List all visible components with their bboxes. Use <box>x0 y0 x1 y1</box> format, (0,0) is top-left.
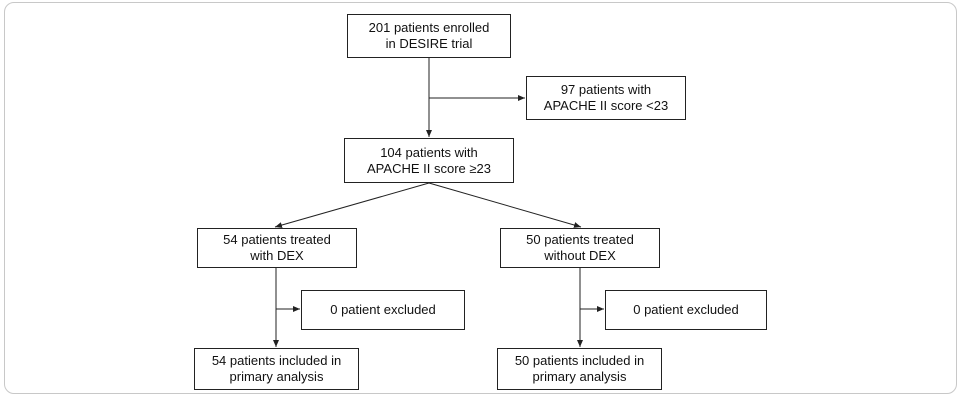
apache-high-line2: APACHE II score ≥23 <box>367 160 491 176</box>
excluded-nodex-line1: 0 patient excluded <box>633 302 739 317</box>
enrolled-box <box>347 14 511 58</box>
included-nodex-box <box>497 348 662 390</box>
without-dex-box <box>500 228 660 268</box>
without-dex-line1: 50 patients treated <box>526 232 634 247</box>
excluded-apache-box <box>526 76 686 120</box>
included-nodex-line1: 50 patients included in <box>514 353 645 368</box>
enrolled-line2: in DESIRE trial <box>385 36 473 51</box>
enrolled-line1: 201 patients enrolled <box>368 20 490 35</box>
included-dex-line2: primary analysis <box>229 369 324 384</box>
excluded-nodex-box <box>605 290 767 330</box>
arrow-to-with-dex <box>275 183 429 227</box>
excluded-dex-line1: 0 patient excluded <box>330 302 436 317</box>
arrow-to-without-dex <box>429 183 581 227</box>
excluded-apache-line1: 97 patients with <box>560 82 652 97</box>
included-dex-box <box>194 348 359 390</box>
without-dex-line2: without DEX <box>544 248 616 263</box>
with-dex-line2: with DEX <box>250 248 304 263</box>
apache-high-line1: 104 patients with <box>380 144 478 160</box>
excluded-apache-line2: APACHE II score <23 <box>543 98 669 113</box>
apache-high-box <box>344 138 514 183</box>
with-dex-line1: 54 patients treated <box>223 232 331 247</box>
with-dex-box <box>197 228 357 268</box>
excluded-dex-box <box>301 290 465 330</box>
included-nodex-line2: primary analysis <box>532 369 627 384</box>
included-dex-line1: 54 patients included in <box>211 353 342 368</box>
